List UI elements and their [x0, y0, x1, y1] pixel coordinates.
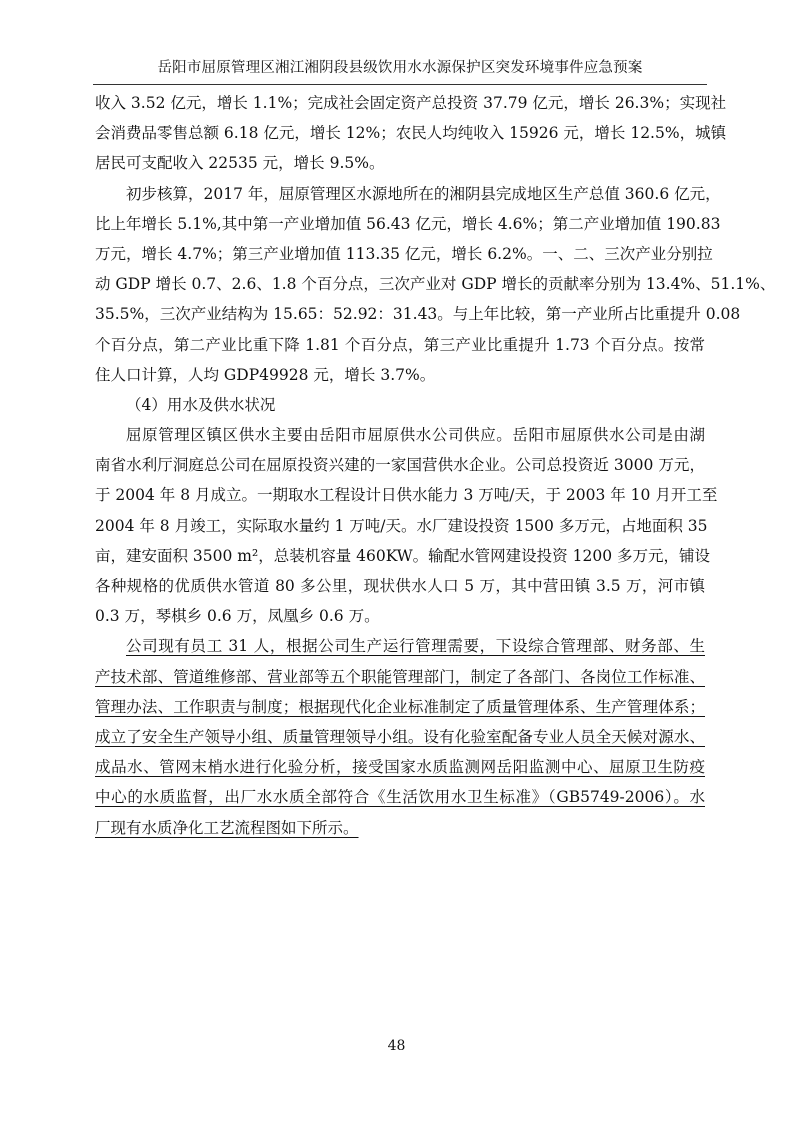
text-line: 35.5%，三次产业结构为 15.65：52.92：31.43。与上年比较，第一产业所占比重提升 0.08	[95, 305, 741, 324]
document-body	[95, 88, 776, 843]
text-line: 个百分点，第二产业比重下降 1.81 个百分点，第三产业比重提升 1.73 个百分点。按常	[95, 335, 705, 354]
header-rule	[93, 84, 707, 85]
text-line: 公司现有员工 31 人，根据公司生产运行管理需要，下设综合管理部、财务部、生	[126, 637, 705, 656]
text-line: 屈原管理区镇区供水主要由岳阳市屈原供水公司供应。岳阳市屈原供水公司是由湖	[126, 426, 705, 445]
page-header-title: 岳阳市屈原管理区湘江湘阴段县级饮用水水源保护区突发环境事件应急预案	[157, 60, 643, 76]
paragraph-water-supply	[95, 420, 718, 631]
paragraph-company-staff-underlined	[95, 631, 705, 842]
text-line: 中心的水质监督，出厂水水质全部符合《生活饮用水卫生标准》（GB5749-2006）。水	[95, 788, 705, 807]
text-line: 住人口计算，人均 GDP49928 元，增长 3.7%。	[95, 365, 436, 384]
text-line: 成立了安全生产领导小组、质量管理领导小组。设有化验室配备专业人员全天候对源水、	[95, 727, 705, 746]
text-line: 收入 3.52 亿元，增长 1.1%；完成社会固定资产总投资 37.79 亿元，增长 26.3%；实现社	[95, 94, 727, 112]
text-line: 会消费品零售总额 6.18 亿元，增长 12%；农民人均纯收入 15926 元，增长 12.5%，城镇	[95, 124, 727, 143]
text-line: 厂现有水质净化工艺流程图如下所示。	[95, 818, 359, 837]
text-line: 万元，增长 4.7%；第三产业增加值 113.35 亿元，增长 6.2%。一、二、三次产业分别拉	[95, 244, 713, 263]
text-line: 各种规格的优质供水管道 80 多公里，现状供水人口 5 万，其中营田镇 3.5 万，河市镇	[95, 577, 705, 595]
section-heading-water-supply	[95, 390, 705, 420]
text-line: 管理办法、工作职责与制度；根据现代化企业标准制定了质量管理体系、生产管理体系；	[95, 697, 705, 716]
text-line: 居民可支配收入 22535 元，增长 9.5%。	[95, 154, 385, 173]
text-line: 比上年增长 5.1%,其中第一产业增加值 56.43 亿元，增长 4.6%；第二产业增加值 190.83	[95, 214, 721, 233]
section-heading: （4）用水及供水状况	[126, 395, 276, 414]
text-line: 成品水、管网末梢水进行化验分析，接受国家水质监测网岳阳监测中心、屈原卫生防疫	[95, 758, 705, 777]
text-line: 于 2004 年 8 月成立。一期取水工程设计日供水能力 3 万吨/天，于 2003 年 10 月开工至	[95, 486, 718, 505]
page-number: 48	[387, 1038, 406, 1054]
paragraph-gdp	[95, 179, 776, 390]
text-line: 初步核算，2017 年，屈原管理区水源地所在的湘阴县完成地区生产总值 360.6 亿元，	[126, 184, 721, 203]
text-line: 动 GDP 增长 0.7、2.6、1.8 个百分点，三次产业对 GDP 增长的贡献率分别为 13.4%、51.1%、	[95, 275, 776, 294]
text-line: 南省水利厅洞庭总公司在屈原投资兴建的一家国营供水企业。公司总投资近 3000 万元，	[95, 456, 705, 475]
text-line: 2004 年 8 月竣工，实际取水量约 1 万吨/天。水厂建设投资 1500 多万元，占地面积 35	[95, 516, 708, 535]
text-line: 产技术部、管道维修部、营业部等五个职能管理部门，制定了各部门、各岗位工作标准、	[95, 667, 705, 686]
text-line: 亩，建安面积 3500 m²，总装机容量 460KW。输配水管网建设投资 1200 多万元，铺设	[95, 546, 710, 565]
paragraph-economy-continued	[95, 88, 727, 179]
text-line: 0.3 万，琴棋乡 0.6 万，凤凰乡 0.6 万。	[95, 607, 380, 626]
